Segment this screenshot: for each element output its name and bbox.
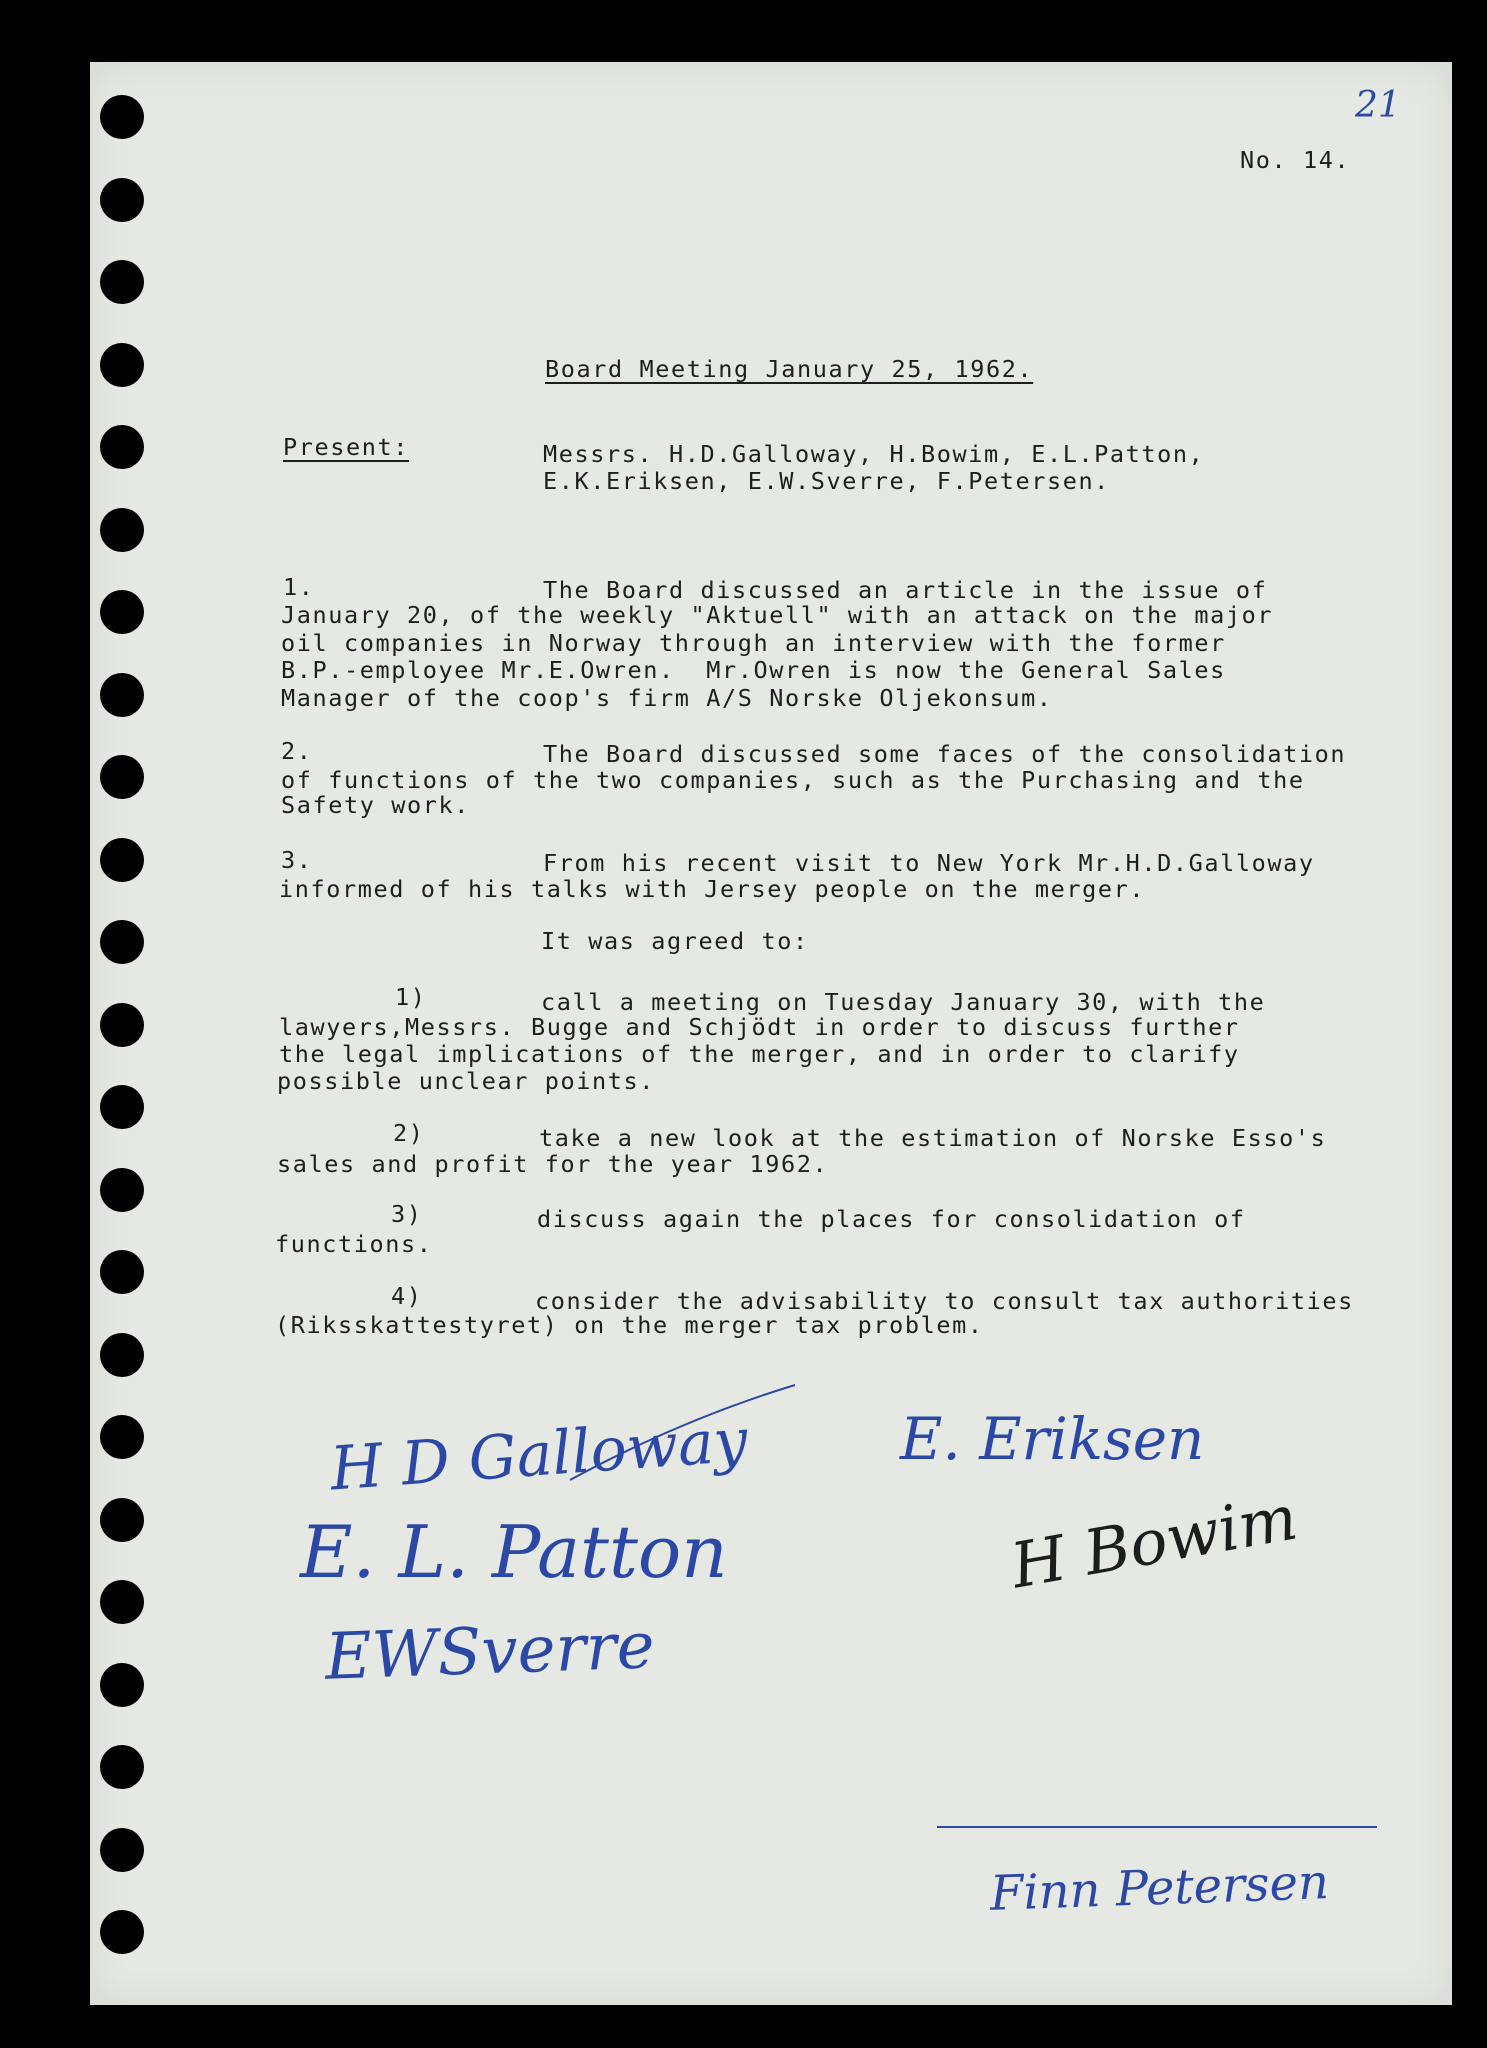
item-line: informed of his talks with Jersey people on the merger. xyxy=(279,875,1146,903)
agreed-line: lawyers,Messrs. Bugge and Schjödt in order to discuss further xyxy=(279,1013,1240,1041)
present-label: Present: xyxy=(283,433,409,461)
item-line: of functions of the two companies, such as the Purchasing and the xyxy=(281,766,1305,794)
signature-galloway: H D Galloway xyxy=(328,1405,750,1505)
punch-hole xyxy=(100,1498,144,1542)
agreed-line: functions. xyxy=(275,1230,433,1258)
signature-sverre: EWSverre xyxy=(323,1609,656,1695)
punch-hole xyxy=(100,1085,144,1129)
punch-hole xyxy=(100,755,144,799)
punch-hole xyxy=(100,920,144,964)
item-number: 3. xyxy=(281,846,313,874)
punch-hole xyxy=(100,590,144,634)
present-line: Messrs. H.D.Galloway, H.Bowim, E.L.Patton, xyxy=(543,440,1205,468)
agreed-number: 2) xyxy=(393,1119,425,1147)
signature-patton: E. L. Patton xyxy=(300,1510,728,1594)
punch-hole xyxy=(100,1168,144,1212)
punch-hole xyxy=(100,673,144,717)
item-line: January 20, of the weekly "Aktuell" with an attack on the major xyxy=(281,601,1274,629)
punch-hole xyxy=(100,343,144,387)
punch-hole xyxy=(100,838,144,882)
item-line: B.P.-employee Mr.E.Owren. Mr.Owren is now the General Sales xyxy=(281,656,1226,684)
agreed-number: 4) xyxy=(391,1282,423,1310)
agreed-line: take a new look at the estimation of Norske Esso's xyxy=(539,1124,1327,1152)
folio-number: 21 xyxy=(1355,85,1401,126)
punch-hole xyxy=(100,1745,144,1789)
signature-bowim: H Bowim xyxy=(1005,1480,1303,1603)
punch-hole xyxy=(100,1663,144,1707)
punch-hole xyxy=(100,178,144,222)
punch-hole xyxy=(100,1250,144,1294)
punch-hole xyxy=(100,1003,144,1047)
punch-hole xyxy=(100,1580,144,1624)
item-line: From his recent visit to New York Mr.H.D.Galloway xyxy=(543,849,1315,877)
agreed-line: possible unclear points. xyxy=(277,1067,655,1095)
agreed-line: the legal implications of the merger, and in order to clarify xyxy=(279,1040,1240,1068)
item-line: Manager of the coop's firm A/S Norske Oljekonsum. xyxy=(281,684,1053,712)
signature-flourish xyxy=(560,1380,800,1490)
signature-line xyxy=(937,1826,1377,1828)
punch-hole xyxy=(100,1415,144,1459)
punch-hole xyxy=(100,1828,144,1872)
item-line: oil companies in Norway through an interview with the former xyxy=(281,629,1226,657)
agreed-number: 3) xyxy=(391,1200,423,1228)
item-line: Safety work. xyxy=(281,791,470,819)
agreed-line: call a meeting on Tuesday January 30, with the xyxy=(541,988,1266,1016)
agreed-line: (Riksskattestyret) on the merger tax problem. xyxy=(275,1311,984,1339)
punch-hole xyxy=(100,95,144,139)
agreed-intro: It was agreed to: xyxy=(541,927,809,955)
punch-hole xyxy=(100,1333,144,1377)
present-line: E.K.Eriksen, E.W.Sverre, F.Petersen. xyxy=(543,467,1110,495)
agreed-line: consider the advisability to consult tax authorities xyxy=(535,1287,1354,1315)
item-number: 1. xyxy=(283,573,315,601)
punch-hole xyxy=(100,508,144,552)
punch-hole xyxy=(100,260,144,304)
agreed-line: discuss again the places for consolidation of xyxy=(537,1205,1246,1233)
item-line: The Board discussed some faces of the consolidation xyxy=(543,740,1347,768)
punch-hole xyxy=(100,425,144,469)
binder-holes xyxy=(100,95,150,1995)
signature-petersen: Finn Petersen xyxy=(989,1854,1330,1922)
agreed-line: sales and profit for the year 1962. xyxy=(277,1150,829,1178)
signature-eriksen: E. Eriksen xyxy=(900,1405,1205,1473)
item-line: The Board discussed an article in the issue of xyxy=(543,576,1268,604)
agreed-number: 1) xyxy=(395,983,427,1011)
page-title: Board Meeting January 25, 1962. xyxy=(545,355,1034,383)
punch-hole xyxy=(100,1910,144,1954)
item-number: 2. xyxy=(281,737,313,765)
minutes-number: No. 14. xyxy=(1240,146,1351,174)
